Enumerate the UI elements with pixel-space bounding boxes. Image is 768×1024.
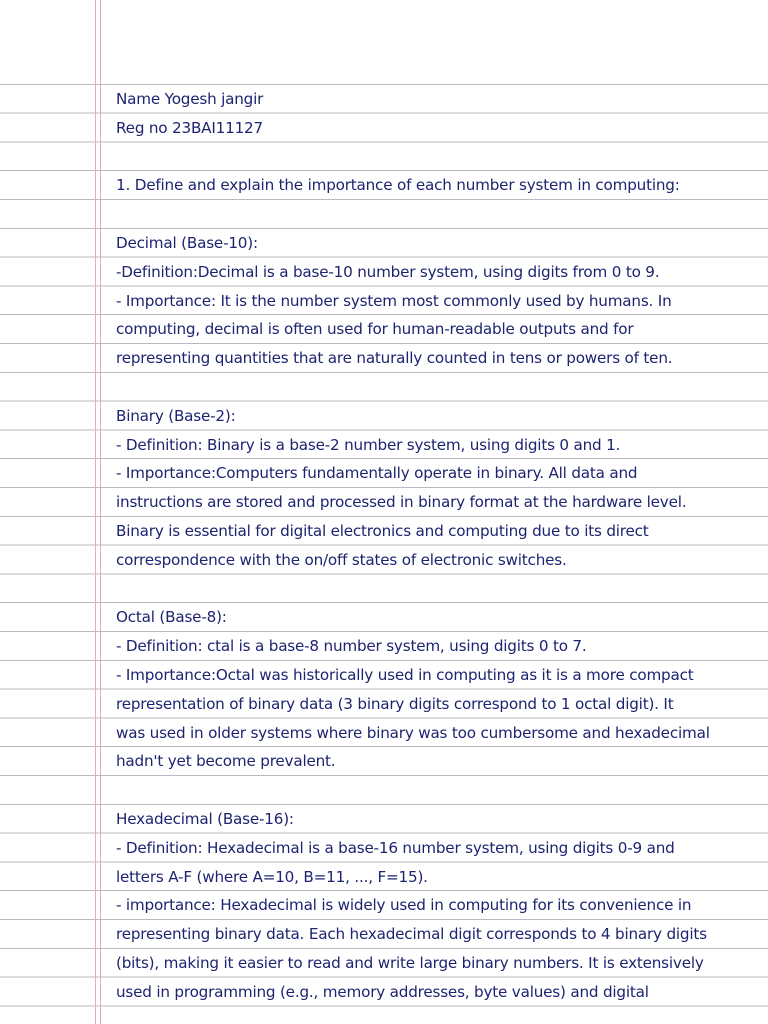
text-line: correspondence with the on/off states of electronic switches. bbox=[116, 550, 567, 569]
text-line: - Importance:Octal was historically used in computing as it is a more compact bbox=[116, 665, 694, 684]
blank-line bbox=[116, 776, 756, 805]
section-title-octal: Octal (Base-8): bbox=[116, 608, 227, 627]
text-line: - importance: Hexadecimal is widely used in computing for its convenience in bbox=[116, 896, 692, 915]
registration-number: Reg no 23BAI11127 bbox=[116, 118, 263, 137]
blank-line bbox=[116, 143, 756, 172]
page-header-space bbox=[0, 0, 768, 84]
blank-line bbox=[116, 373, 756, 402]
text-line: (bits), making it easier to read and write large binary numbers. It is extensively bbox=[116, 953, 704, 972]
text-line: representing quantities that are naturally counted in tens or powers of ten. bbox=[116, 349, 673, 368]
blank-line bbox=[116, 200, 756, 229]
section-title-decimal: Decimal (Base-10): bbox=[116, 233, 258, 252]
student-name: Name Yogesh jangir bbox=[116, 90, 264, 108]
text-line: Binary is essential for digital electronics and computing due to its direct bbox=[116, 521, 649, 540]
text-line: - Definition: Hexadecimal is a base-16 number system, using digits 0-9 and bbox=[116, 838, 675, 857]
text-line: -Definition:Decimal is a base-10 number system, using digits from 0 to 9. bbox=[116, 262, 660, 281]
section-title-hexadecimal: Hexadecimal (Base-16): bbox=[116, 809, 294, 828]
text-line: letters A-F (where A=10, B=11, ..., F=15). bbox=[116, 867, 428, 886]
margin-line bbox=[95, 0, 96, 1024]
text-line: representing binary data. Each hexadecimal digit corresponds to 4 binary digits bbox=[116, 925, 707, 944]
handwritten-text bbox=[116, 85, 756, 1007]
text-line: was used in older systems where binary was too cumbersome and hexadecimal bbox=[116, 723, 710, 742]
text-line: instructions are stored and processed in binary format at the hardware level. bbox=[116, 493, 687, 512]
section-title-binary: Binary (Base-2): bbox=[116, 406, 236, 425]
blank-line bbox=[116, 575, 756, 604]
text-line: hadn't yet become prevalent. bbox=[116, 752, 336, 771]
text-line: - Importance: It is the number system most commonly used by humans. In bbox=[116, 291, 672, 310]
text-line: - Importance:Computers fundamentally operate in binary. All data and bbox=[116, 464, 638, 483]
question-text: 1. Define and explain the importance of each number system in computing: bbox=[116, 176, 680, 195]
text-line: - Definition: ctal is a base-8 number system, using digits 0 to 7. bbox=[116, 637, 587, 656]
text-line: computing, decimal is often used for human-readable outputs and for bbox=[116, 320, 634, 339]
text-line: - Definition: Binary is a base-2 number system, using digits 0 and 1. bbox=[116, 435, 621, 454]
text-line: used in programming (e.g., memory addresses, byte values) and digital bbox=[116, 982, 649, 1001]
margin-line bbox=[100, 0, 101, 1024]
text-line: representation of binary data (3 binary digits correspond to 1 octal digit). It bbox=[116, 694, 674, 713]
